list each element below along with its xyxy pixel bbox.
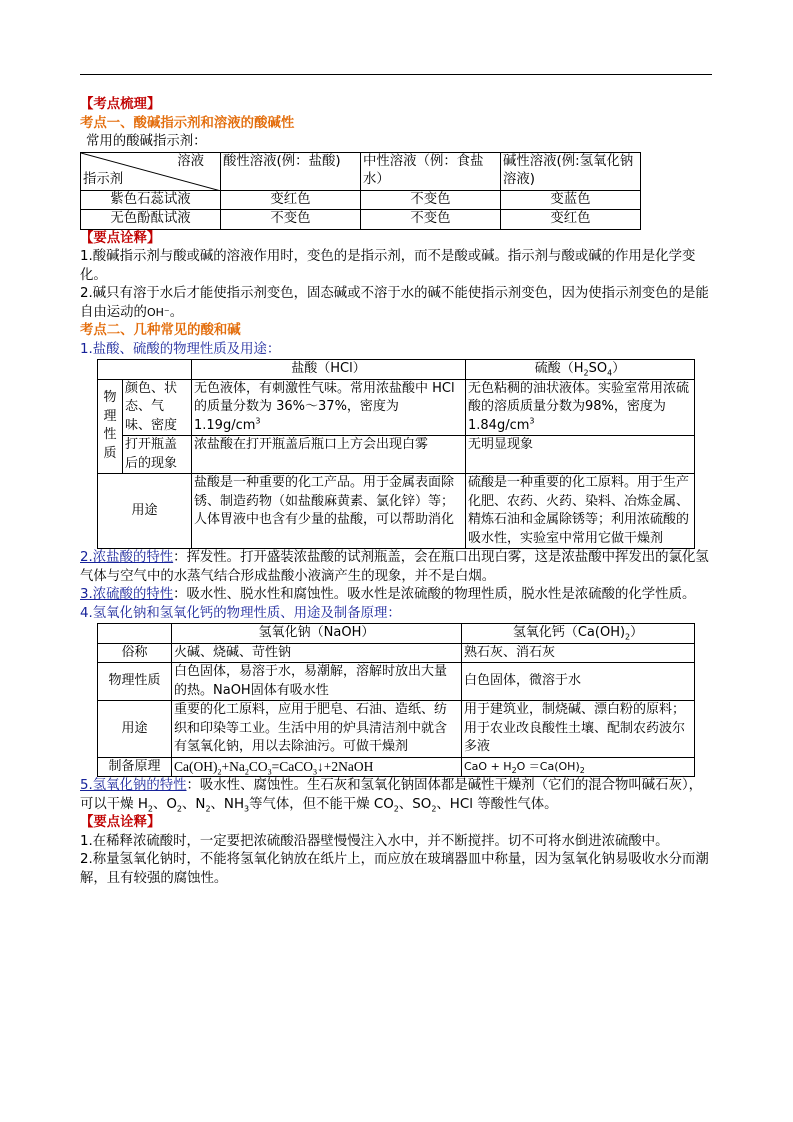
sub: 2 (579, 765, 585, 775)
base-table (97, 623, 695, 777)
table-row (81, 210, 641, 230)
color-label: 颜色、状态、气味、密度 (123, 379, 192, 436)
header-indicator: 指示剂 (83, 172, 124, 187)
caoh-pre: 氢氧化钙（Ca(OH) (512, 625, 626, 640)
neutral-result: 不变色 (361, 190, 501, 210)
nick-label: 俗称 (98, 643, 172, 663)
para-5-text: 、SO (398, 796, 432, 812)
sub: 3 (244, 804, 250, 814)
header-rule (80, 74, 712, 75)
document-body (80, 96, 713, 888)
kp1-heading: 考点一、酸碱指示剂和溶液的酸碱性 (80, 115, 295, 131)
prep-label: 制备原理 (98, 757, 172, 777)
h2so4-use: 硫酸是一种重要的化工原料。用于生产化肥、农药、火药、染料、冶炼金属、精炼石油和金属除锈等；利用浓硫酸的吸水性，实验室中常用它做干燥剂 (466, 474, 695, 549)
hcl-color-text: 无色液体，有刺激性气味。常用浓盐酸中 HCl 的质量分数为 36%～37%，密度为 1.19g/cm (194, 380, 455, 433)
indicator-name: 无色酚酞试液 (81, 210, 221, 230)
note-2-end: 。 (169, 304, 184, 320)
sub: 3 (313, 767, 317, 777)
blank-corner (98, 624, 172, 644)
caoh-post: ） (630, 625, 644, 640)
naoh-equation (172, 757, 462, 777)
sub: 2 (583, 368, 589, 378)
eq-part: CaO + H (464, 759, 512, 773)
para-5-text: 、NH (210, 796, 245, 812)
caoh-nick: 熟石灰、消石灰 (462, 643, 695, 663)
naoh-phys: 白色固体，易溶于水，易潮解，溶解时放出大量的热。NaOH固体有吸水性 (172, 663, 462, 701)
para-2-text: ：挥发性。打开盛装浓盐酸的试剂瓶盖，会在瓶口出现白雾，这是浓盐酸中挥发出的氯化氢气体与空气中的水蒸气结合形成盐酸小液滴产生的现象，并不是白烟。 (80, 550, 709, 584)
hcl-open: 浓盐酸在打开瓶盖后瓶口上方会出现白雾 (192, 436, 466, 474)
indicator-name: 紫色石蕊试液 (81, 190, 221, 210)
para-3 (80, 586, 713, 605)
acid-result: 变红色 (221, 190, 361, 210)
eq-part: =CaCO (271, 758, 313, 774)
open-label: 打开瓶盖后的现象 (123, 436, 192, 474)
caoh-use: 用于建筑业，制烧碱、漂白粉的原料；用于农业改良酸性土壤、配制农药波尔多液 (462, 701, 695, 758)
blank-corner (98, 360, 192, 380)
note-title: 【要点诠释】 (80, 230, 161, 246)
caoh-equation (462, 757, 695, 777)
base-result: 变蓝色 (501, 190, 641, 210)
sub: 2 (176, 804, 183, 814)
acid-table (97, 359, 695, 549)
h2so4-color (466, 379, 695, 436)
sub: 2 (217, 767, 222, 777)
note2-2: 2.称量氢氧化钠时，不能将氢氧化钠放在纸片上，而应放在玻璃器皿中称量，因为氢氧化钠易吸收水分而潮解，且有较强的腐蚀性。 (80, 852, 709, 886)
note-2 (80, 285, 713, 322)
sub: 2 (147, 804, 153, 814)
sub: 4 (607, 368, 613, 378)
use-label: 用途 (98, 474, 192, 549)
hcl-color (192, 379, 466, 436)
para-3-label: 3.浓硫酸的特性 (80, 587, 174, 602)
eq-part: O ＝Ca(OH) (516, 759, 580, 773)
header-neutral: 中性溶液（例：食盐水） (361, 152, 501, 190)
eq-part: +Na (221, 758, 245, 774)
phys-label: 物理性质 (98, 379, 123, 474)
eq-part: ↓+2NaOH (317, 758, 374, 774)
neutral-result: 不变色 (361, 210, 501, 230)
eq-part: CO (248, 758, 268, 774)
note2-title: 【要点诠释】 (80, 815, 161, 830)
sup: 3 (255, 416, 261, 426)
hcl-use: 盐酸是一种重要的化工产品。用于金属表面除锈、制造药物（如盐酸麻黄素、氯化锌）等；人体胃液中也含有少量的盐酸，可以帮助消化 (192, 474, 466, 549)
table-row (81, 190, 641, 210)
indicator-table (80, 152, 641, 230)
h2so4-open: 无明显现象 (466, 436, 695, 474)
acid-result: 不变色 (221, 210, 361, 230)
sub: 2 (244, 767, 249, 777)
header-acid: 酸性溶液(例：盐酸) (221, 152, 361, 190)
note2-1: 1.在稀释浓硫酸时，一定要把浓硫酸沿器壁慢慢注入水中，并不断搅拌。切不可将水倒进浓硫酸中。 (80, 833, 669, 849)
section-title: 【考点梳理】 (80, 97, 161, 112)
header-base: 碱性溶液(例:氢氧化钠溶液) (501, 152, 641, 190)
sub: 2 (205, 804, 211, 814)
naoh-use: 重要的化工原料，应用于肥皂、石油、造纸、纺织和印染等工业。生活中用的炉具清洁剂中就含有氢氧化钠，用以去除油污。可做干燥剂 (172, 701, 462, 758)
sub: 2 (431, 804, 437, 814)
para-5-text: 、N (182, 796, 206, 812)
para-5-text: ：吸水性、腐蚀性。生石灰和氢氧化钠固体都是碱性干燥剂（它们的混合物叫碱石灰），可以干燥 H (80, 778, 703, 812)
naoh-header: 氢氧化钠（NaOH） (172, 624, 462, 644)
h2so4-color-text: 无色粘稠的油状液体。实验室常用浓硫酸的溶质质量分数为98%，密度为 1.84g/cm (468, 380, 690, 433)
header-solution: 溶液 (177, 153, 204, 169)
sup: 3 (529, 416, 535, 426)
subheading-1: 1.盐酸、硫酸的物理性质及用途： (80, 341, 281, 357)
note-1: 1.酸碱指示剂与酸或碱的溶液作用时，变色的是指示剂，而不是酸或碱。指示剂与酸或碱的作用是化学变化。 (80, 249, 696, 283)
diag-header-cell (81, 152, 221, 190)
t1-intro: 常用的酸碱指示剂： (86, 134, 207, 149)
subheading-4: 4.氢氧化钠和氢氧化钙的物理性质、用途及制备原理： (80, 605, 401, 621)
para-5-text: 等气体，但不能干燥 CO (249, 796, 394, 812)
para-5-text: 、HCl 等酸性气体。 (436, 796, 558, 812)
sub: 3 (267, 767, 272, 777)
para-2 (80, 549, 713, 586)
hydroxide-ion: OH⁻ (146, 305, 170, 319)
h2so4-pre: 硫酸（H (534, 361, 584, 376)
note-2-text: 2.碱只有溶于水后才能使指示剂变色，固态碱或不溶于水的碱不能使指示剂变色，因为使指示剂变色的是能自由运动的 (80, 286, 709, 320)
sub: 2 (625, 632, 631, 642)
kp2-heading: 考点二、几种常见的酸和碱 (80, 323, 241, 338)
hcl-header: 盐酸（HCl） (192, 360, 466, 380)
caoh-phys: 白色固体，微溶于水 (462, 663, 695, 701)
para-5 (80, 777, 713, 814)
h2so4-header (466, 360, 695, 380)
h2so4-post: ） (612, 361, 626, 376)
para-2-label: 2.浓盐酸的特性 (80, 550, 174, 565)
eq-part: Ca(OH) (174, 758, 218, 774)
para-5-text: 、O (152, 796, 177, 812)
para-3-text: ：吸水性、脱水性和腐蚀性。吸水性是浓硫酸的物理性质，脱水性是浓硫酸的化学性质。 (173, 587, 696, 602)
phys-label: 物理性质 (98, 663, 172, 701)
use-label: 用途 (98, 701, 172, 758)
sub: 2 (393, 804, 399, 814)
base-result: 变红色 (501, 210, 641, 230)
sub: 2 (511, 765, 517, 775)
naoh-nick: 火碱、烧碱、苛性钠 (172, 643, 462, 663)
h2so4-mid: SO (588, 361, 608, 376)
para-5-label: 5.氢氧化钠的特性 (80, 778, 187, 793)
caoh-header (462, 624, 695, 644)
